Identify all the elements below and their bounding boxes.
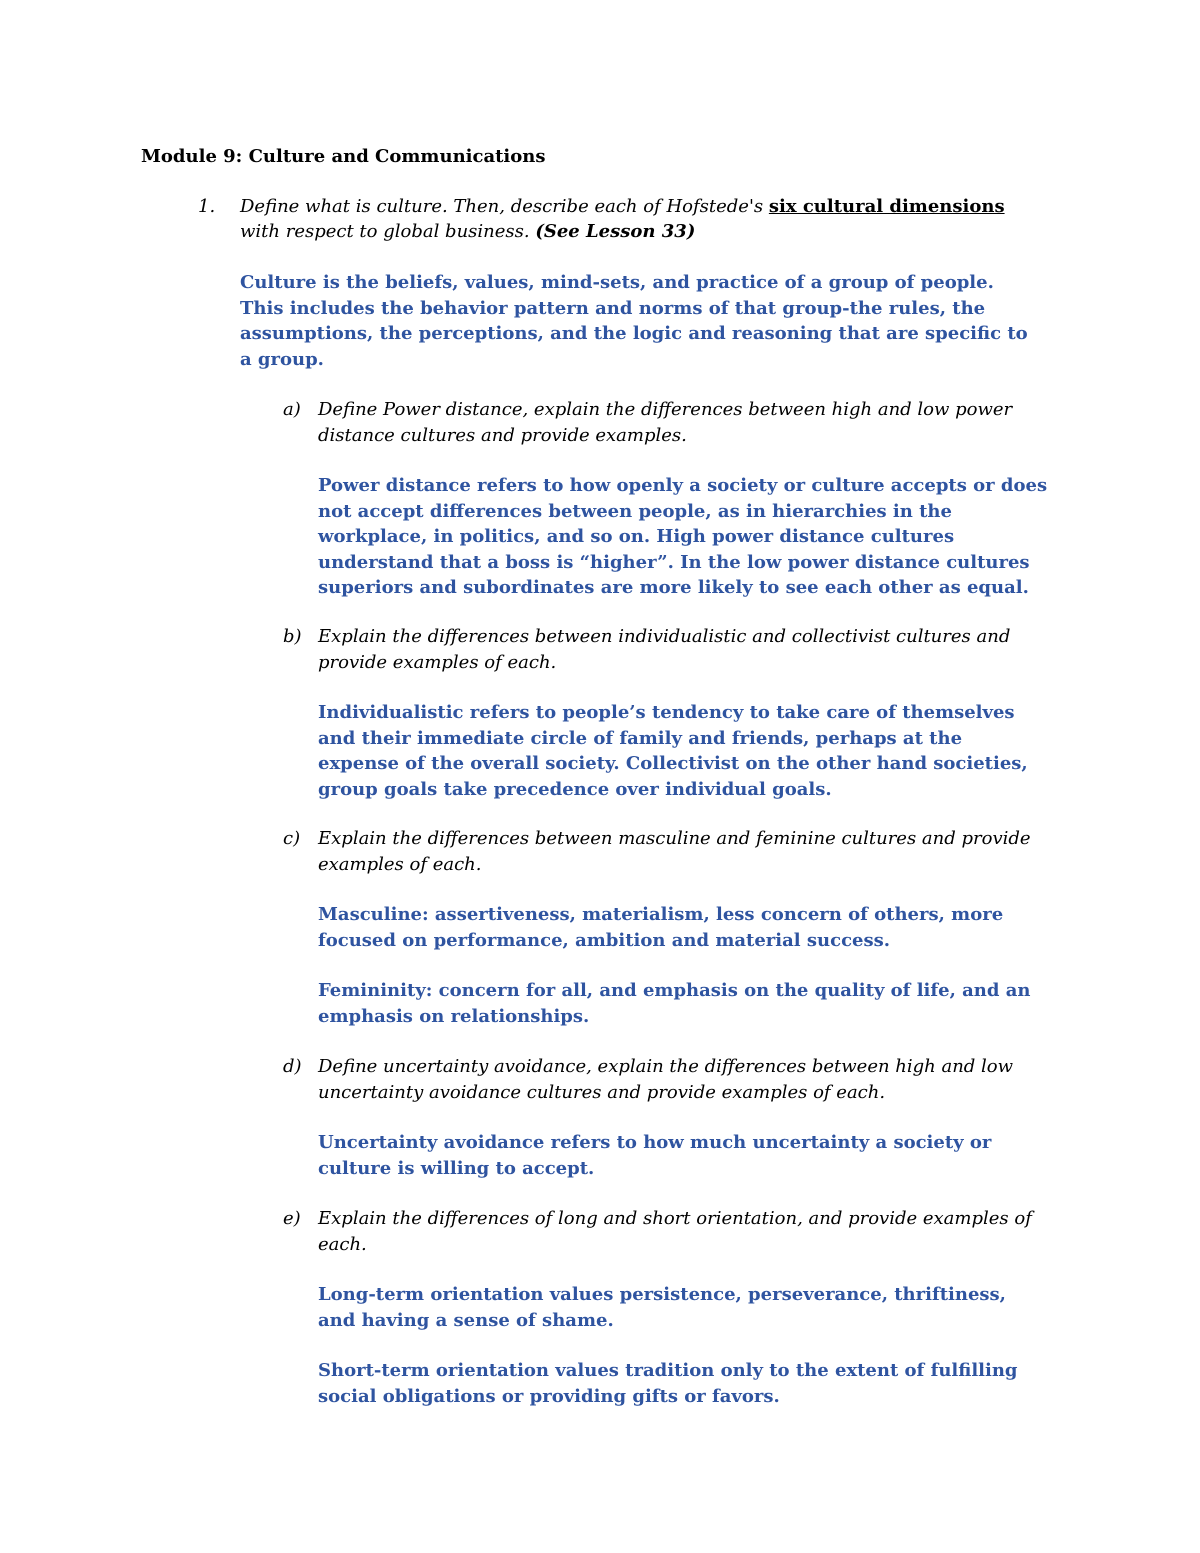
subquestion-e-answer-short-term: Short-term orientation values tradition only to the extent of fulfilling social obligations or providing gifts or favors. [318, 1360, 1018, 1407]
subquestion-e-letter: e) [283, 1208, 301, 1229]
subquestion-b-letter: b) [283, 626, 302, 647]
subquestion-a-text: Define Power distance, explain the differences between high and low power distance cultures and provide examples. [318, 399, 1013, 446]
question-1-answer: Culture is the beliefs, values, mind-sets, and practice of a group of people. This includes the behavior pattern and norms of that group-the rules, the assumptions, the perceptions, and the logic and reasoning that are specific to a group. [240, 272, 1028, 370]
question-1-text-start: Define what is culture. Then, describe each of Hofstede's [240, 196, 769, 217]
subquestion-d-text: Define uncertainty avoidance, explain the differences between high and low uncertainty avoidance cultures and provide examples of each. [318, 1056, 1014, 1103]
subquestion-e-text: Explain the differences of long and short orientation, and provide examples of each. [318, 1208, 1032, 1255]
subquestion-c-letter: c) [283, 828, 301, 849]
document-title: Module 9: Culture and Communications [141, 146, 546, 167]
subquestion-d-answer: Uncertainty avoidance refers to how much uncertainty a society or culture is willing to accept. [318, 1132, 992, 1179]
question-1-emphasis: six cultural dimensions [768, 196, 1005, 217]
subquestion-b-text: Explain the differences between individualistic and collectivist cultures and provide examples of each. [318, 626, 1011, 673]
question-1-lesson-ref: (See Lesson 33) [535, 221, 696, 242]
subquestion-b-answer: Individualistic refers to people’s tendency to take care of themselves and their immediate circle of family and friends, perhaps at the expense of the overall society. Collectivist on the other hand societies, group goals take precedence over individual goals. [318, 702, 1028, 800]
subquestion-c-answer-masculine: Masculine: assertiveness, materialism, less concern of others, more focused on performance, ambition and material success. [318, 904, 1004, 951]
subquestion-a-letter: a) [283, 399, 301, 420]
subquestion-c-text: Explain the differences between masculine and feminine cultures and provide examples of each. [318, 828, 1031, 875]
question-1-text [240, 194, 1040, 244]
subquestion-e-answer-long-term: Long-term orientation values persistence, perseverance, thriftiness, and having a sense of shame. [318, 1284, 1006, 1331]
subquestion-c-answer-femininity: Femininity: concern for all, and emphasis on the quality of life, and an emphasis on relationships. [318, 980, 1031, 1027]
question-1-text-middle: with respect to global business. [240, 221, 536, 242]
question-number: 1. [198, 196, 216, 217]
subquestion-d-letter: d) [283, 1056, 302, 1077]
subquestion-a-answer: Power distance refers to how openly a society or culture accepts or does not accept differences between people, as in hierarchies in the workplace, in politics, and so on. High power distance cultures understand that a boss is “higher”. In the low power distance cultures superiors and subordinates are more likely to see each other as equal. [318, 475, 1048, 598]
